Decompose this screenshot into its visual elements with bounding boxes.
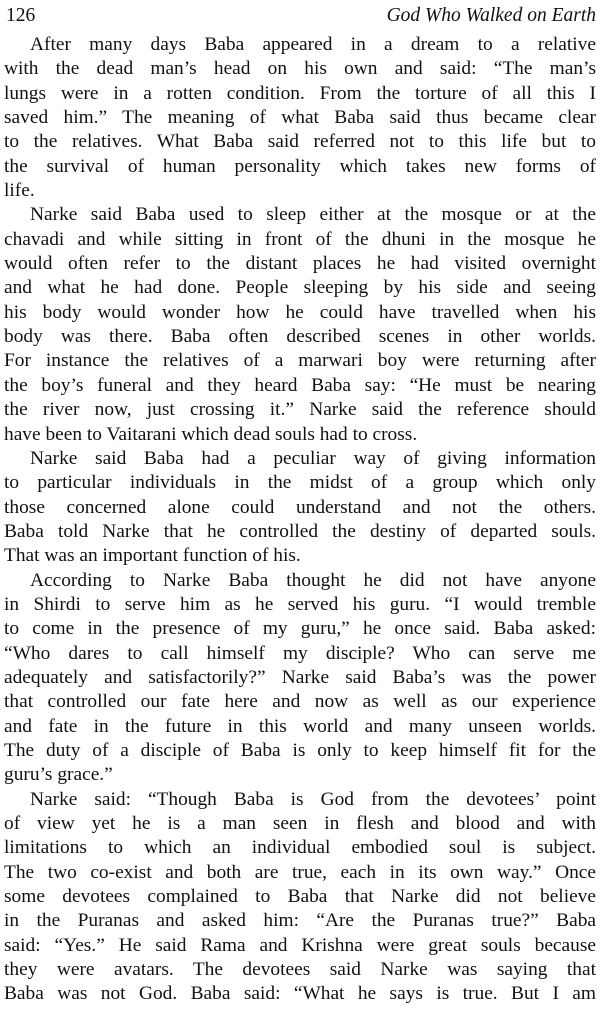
- text-line: limitations to which an individual embodied soul is subject.: [4, 837, 596, 859]
- text-line: his body would wonder how he could have travelled when his: [4, 301, 596, 323]
- text-line: to particular individuals in the midst of a group which only: [4, 472, 596, 494]
- text-line: and fate in the future in this world and many unseen worlds.: [4, 715, 596, 737]
- text-line: chavadi and while sitting in front of the dhuni in the mosque he: [4, 228, 596, 250]
- text-line: saved him.” The meaning of what Baba said thus became clear: [4, 107, 596, 129]
- text-line: Narke said Baba had a peculiar way of giving information: [30, 447, 596, 469]
- text-line: That was an important function of his.: [4, 545, 301, 567]
- text-line: Baba told Narke that he controlled the destiny of departed souls.: [4, 520, 596, 542]
- text-line: the survival of human personality which takes new forms of: [4, 155, 596, 177]
- running-title: God Who Walked on Earth: [386, 5, 596, 26]
- text-line: The duty of a disciple of Baba is only to keep himself fit for the: [4, 739, 596, 761]
- text-line: Narke said: “Though Baba is God from the devotees’ point: [30, 788, 596, 810]
- body-text: [4, 33, 596, 1007]
- text-line: of view yet he is a man seen in flesh and blood and with: [4, 813, 596, 834]
- text-line: According to Narke Baba thought he did not have anyone: [30, 569, 596, 591]
- text-line: the boy’s funeral and they heard Baba say: “He must be nearing: [4, 374, 596, 396]
- text-line: body was there. Baba often described scenes in other worlds.: [4, 326, 596, 348]
- text-line: For instance the relatives of a marwari boy were returning after: [4, 350, 596, 372]
- text-line: they were avatars. The devotees said Narke was saying that: [4, 959, 596, 981]
- text-line: After many days Baba appeared in a dream to a relative: [30, 34, 596, 55]
- text-line: to the relatives. What Baba said referred not to this life but to: [4, 131, 596, 153]
- text-line: in Shirdi to serve him as he served his guru. “I would tremble: [4, 593, 596, 615]
- text-line: life.: [4, 180, 35, 202]
- text-line: to come in the presence of my guru,” he once said. Baba asked:: [4, 618, 596, 640]
- text-line: with the dead man’s head on his own and said: “The man’s: [4, 58, 596, 80]
- text-line: said: “Yes.” He said Rama and Krishna were great souls because: [4, 934, 596, 956]
- text-line: Narke said Baba used to sleep either at the mosque or at the: [30, 204, 596, 226]
- text-line: The two co-exist and both are true, each in its own way.” Once: [4, 861, 596, 883]
- text-line: those concerned alone could understand and not the others.: [4, 496, 596, 518]
- page-number: 126: [6, 5, 36, 26]
- text-line: and what he had done. People sleeping by his side and seeing: [4, 277, 596, 299]
- text-line: guru’s grace.”: [4, 764, 113, 786]
- text-line: “Who dares to call himself my disciple? Who can serve me: [4, 642, 596, 664]
- text-line: in the Puranas and asked him: “Are the Puranas true?” Baba: [4, 910, 596, 932]
- text-line: Baba was not God. Baba said: “What he says is true. But I am: [4, 983, 596, 1005]
- text-line: have been to Vaitarani which dead souls had to cross.: [4, 423, 418, 445]
- text-line: lungs were in a rotten condition. From the torture of all this I: [4, 82, 596, 104]
- text-line: that controlled our fate here and now as well as our experience: [4, 691, 596, 713]
- text-line: the river now, just crossing it.” Narke said the reference should: [4, 399, 596, 421]
- text-line: adequately and satisfactorily?” Narke said Baba’s was the power: [4, 666, 596, 688]
- text-line: would often refer to the distant places he had visited overnight: [4, 253, 596, 275]
- page-header: [6, 2, 596, 30]
- text-line: some devotees complained to Baba that Narke did not believe: [4, 886, 596, 908]
